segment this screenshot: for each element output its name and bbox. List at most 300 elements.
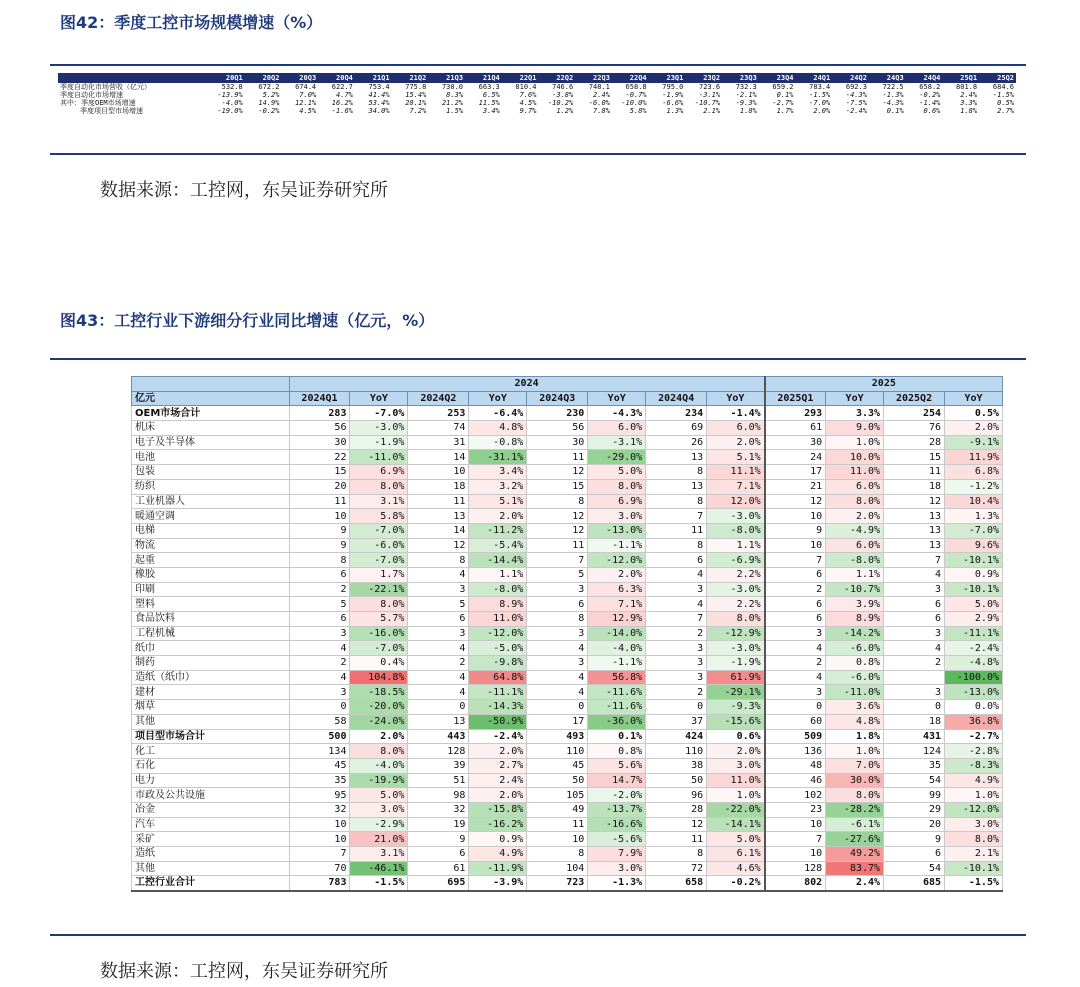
yoy-cell: 1.1% bbox=[826, 567, 884, 582]
table-cell: 41.4% bbox=[368, 91, 390, 99]
figure-43-title: 图43：工控行业下游细分行业同比增速（亿元，%） bbox=[60, 311, 435, 330]
value-cell: 12 bbox=[527, 523, 588, 538]
yoy-cell: -29.0% bbox=[588, 450, 646, 465]
value-cell: 29 bbox=[884, 802, 945, 817]
table-cell: 7.0% bbox=[299, 91, 317, 99]
table-row bbox=[132, 773, 1003, 788]
table-cell: -0.2% bbox=[258, 107, 280, 115]
table-cell: 6.5% bbox=[482, 91, 500, 99]
value-cell: 74 bbox=[408, 421, 469, 436]
table-cell: -1.5% bbox=[809, 91, 831, 99]
value-cell: 20 bbox=[289, 479, 350, 494]
yoy-cell: -1.5% bbox=[350, 876, 408, 891]
table-row bbox=[132, 523, 1003, 538]
value-cell: 72 bbox=[646, 861, 707, 876]
yoy-cell: 8.0% bbox=[350, 597, 408, 612]
value-cell: 4 bbox=[884, 567, 945, 582]
yoy-cell: 0.0% bbox=[945, 700, 1003, 715]
table-row bbox=[132, 670, 1003, 685]
yoy-cell: -10.7% bbox=[826, 582, 884, 597]
table-cell: 5.2% bbox=[262, 91, 280, 99]
yoy-cell: 9.6% bbox=[945, 538, 1003, 553]
yoy-cell: 30.0% bbox=[826, 773, 884, 788]
column-header: 2024Q4 bbox=[646, 391, 707, 406]
table-row bbox=[132, 494, 1003, 509]
value-cell: 3 bbox=[765, 626, 826, 641]
value-cell: 12 bbox=[646, 817, 707, 832]
column-header: 2025Q2 bbox=[884, 391, 945, 406]
yoy-cell: 5.0% bbox=[707, 832, 765, 847]
table-cell: 0.1% bbox=[886, 107, 904, 115]
yoy-cell: -16.2% bbox=[469, 817, 527, 832]
yoy-cell: 83.7% bbox=[826, 861, 884, 876]
value-cell: 6 bbox=[289, 612, 350, 627]
value-cell: 99 bbox=[884, 788, 945, 803]
value-cell: 31 bbox=[408, 435, 469, 450]
table-cell: 810.4 bbox=[515, 83, 537, 91]
value-cell: 4 bbox=[289, 641, 350, 656]
yoy-cell: -12.0% bbox=[469, 626, 527, 641]
yoy-cell: 2.0% bbox=[826, 509, 884, 524]
value-cell: 21 bbox=[765, 479, 826, 494]
quarter-header: 22Q4 bbox=[612, 73, 649, 83]
year-2025-header: 2025 bbox=[765, 377, 1003, 392]
yoy-cell: -8.3% bbox=[945, 758, 1003, 773]
value-cell: 18 bbox=[884, 479, 945, 494]
value-cell: 102 bbox=[765, 788, 826, 803]
value-cell: 2 bbox=[765, 656, 826, 671]
value-cell: 12 bbox=[527, 465, 588, 480]
value-cell: 46 bbox=[765, 773, 826, 788]
yoy-cell: -4.3% bbox=[588, 406, 646, 421]
figure-43-top-rule bbox=[50, 358, 1026, 360]
table-cell: 9.7% bbox=[519, 107, 537, 115]
figure-43-bottom-rule bbox=[50, 934, 1026, 936]
quarter-header: 20Q4 bbox=[318, 73, 355, 83]
yoy-cell: 6.0% bbox=[826, 479, 884, 494]
figure-42-bottom-rule bbox=[50, 153, 1026, 155]
row-label: 工控行业合计 bbox=[132, 876, 290, 891]
value-cell: 104 bbox=[527, 861, 588, 876]
value-cell: 500 bbox=[289, 729, 350, 744]
value-cell: 4 bbox=[527, 685, 588, 700]
yoy-cell: 2.7% bbox=[469, 758, 527, 773]
value-cell: 15 bbox=[289, 465, 350, 480]
value-cell: 3 bbox=[408, 626, 469, 641]
yoy-cell: -2.4% bbox=[945, 641, 1003, 656]
yoy-cell: -14.0% bbox=[588, 626, 646, 641]
yoy-cell: 6.8% bbox=[945, 465, 1003, 480]
yoy-cell: 1.0% bbox=[945, 788, 1003, 803]
yoy-cell: -6.4% bbox=[469, 406, 527, 421]
yoy-cell: 3.4% bbox=[469, 465, 527, 480]
value-cell: 802 bbox=[765, 876, 826, 891]
value-cell: 50 bbox=[527, 773, 588, 788]
value-cell: 20 bbox=[884, 817, 945, 832]
yoy-cell: -12.0% bbox=[945, 802, 1003, 817]
row-label: 起重 bbox=[132, 553, 290, 568]
yoy-cell: -22.1% bbox=[350, 582, 408, 597]
row-label: 电力 bbox=[132, 773, 290, 788]
value-cell: 110 bbox=[646, 744, 707, 759]
value-cell: 39 bbox=[408, 758, 469, 773]
yoy-cell: -3.9% bbox=[469, 876, 527, 891]
value-cell: 7 bbox=[765, 553, 826, 568]
value-cell: 3 bbox=[646, 582, 707, 597]
yoy-cell: 1.3% bbox=[945, 509, 1003, 524]
yoy-cell: 0.4% bbox=[350, 656, 408, 671]
value-cell: 0 bbox=[527, 700, 588, 715]
value-cell: 12 bbox=[765, 494, 826, 509]
yoy-cell: -28.2% bbox=[826, 802, 884, 817]
value-cell: 45 bbox=[527, 758, 588, 773]
yoy-cell: 2.0% bbox=[945, 421, 1003, 436]
quarter-header: 23Q4 bbox=[759, 73, 796, 83]
value-cell: 58 bbox=[289, 714, 350, 729]
table-cell: -10.7% bbox=[694, 99, 721, 107]
quarter-header: 24Q4 bbox=[906, 73, 943, 83]
value-cell: 15 bbox=[527, 479, 588, 494]
table-cell: 692.3 bbox=[845, 83, 867, 91]
value-cell: 124 bbox=[884, 744, 945, 759]
yoy-cell: -7.0% bbox=[350, 641, 408, 656]
figure-42-title: 图42：季度工控市场规模增速（%） bbox=[60, 13, 323, 32]
value-cell: 7 bbox=[646, 612, 707, 627]
row-label: 造纸（纸巾） bbox=[132, 670, 290, 685]
row-label: 包装 bbox=[132, 465, 290, 480]
value-cell: 17 bbox=[765, 465, 826, 480]
value-cell: 30 bbox=[765, 435, 826, 450]
yoy-cell: -9.8% bbox=[469, 656, 527, 671]
yoy-cell: -16.6% bbox=[588, 817, 646, 832]
yoy-cell: 2.0% bbox=[707, 435, 765, 450]
table-cell: 663.3 bbox=[478, 83, 500, 91]
value-cell: 509 bbox=[765, 729, 826, 744]
value-cell: 32 bbox=[408, 802, 469, 817]
table-cell: 28.1% bbox=[405, 99, 427, 107]
yoy-cell: 3.0% bbox=[945, 817, 1003, 832]
yoy-cell: 5.1% bbox=[707, 450, 765, 465]
table-row bbox=[132, 788, 1003, 803]
yoy-cell: -36.0% bbox=[588, 714, 646, 729]
row-label: 建材 bbox=[132, 685, 290, 700]
figure-43-table bbox=[131, 376, 1003, 892]
value-cell: 24 bbox=[765, 450, 826, 465]
table-row bbox=[132, 509, 1003, 524]
yoy-cell: 8.9% bbox=[469, 597, 527, 612]
quarter-header: 24Q3 bbox=[869, 73, 906, 83]
quarter-header: 22Q2 bbox=[538, 73, 575, 83]
table-cell: 722.5 bbox=[882, 83, 904, 91]
value-cell: 10 bbox=[289, 832, 350, 847]
value-cell: 4 bbox=[765, 641, 826, 656]
row-label: 暖通空调 bbox=[132, 509, 290, 524]
table-row bbox=[132, 406, 1003, 421]
yoy-cell: 1.1% bbox=[469, 567, 527, 582]
table-cell: 4.7% bbox=[336, 91, 353, 99]
value-cell: 95 bbox=[289, 788, 350, 803]
yoy-cell: 10.0% bbox=[826, 450, 884, 465]
value-cell: 6 bbox=[765, 612, 826, 627]
table-cell: -6.0% bbox=[588, 99, 610, 107]
value-cell: 13 bbox=[646, 479, 707, 494]
value-cell: 3 bbox=[884, 582, 945, 597]
value-cell: 8 bbox=[289, 553, 350, 568]
table-cell: -7.0% bbox=[809, 99, 831, 107]
yoy-cell: -0.2% bbox=[707, 876, 765, 891]
value-cell: 11 bbox=[884, 465, 945, 480]
value-cell: 10 bbox=[765, 847, 826, 862]
row-label: 其中：季度OEM市场增速 bbox=[60, 99, 136, 107]
row-label: 食品饮料 bbox=[132, 612, 290, 627]
quarter-header: 21Q1 bbox=[355, 73, 392, 83]
table-cell: -10.0% bbox=[621, 99, 647, 107]
row-label: 其他 bbox=[132, 714, 290, 729]
value-cell: 8 bbox=[408, 553, 469, 568]
quarter-header: 20Q1 bbox=[208, 73, 245, 83]
yoy-cell: 8.0% bbox=[826, 788, 884, 803]
table-row bbox=[132, 421, 1003, 436]
table-row bbox=[132, 876, 1003, 891]
table-row bbox=[132, 832, 1003, 847]
value-cell: 283 bbox=[289, 406, 350, 421]
yoy-cell: -1.2% bbox=[945, 479, 1003, 494]
value-cell: 230 bbox=[527, 406, 588, 421]
yoy-cell: 4.8% bbox=[469, 421, 527, 436]
table-cell: 622.7 bbox=[331, 83, 353, 91]
table-cell: 0.6% bbox=[923, 107, 941, 115]
quarter-header: 23Q3 bbox=[722, 73, 759, 83]
value-cell: 12 bbox=[408, 538, 469, 553]
value-cell: 0 bbox=[289, 700, 350, 715]
yoy-cell: -1.5% bbox=[945, 876, 1003, 891]
row-label: 印刷 bbox=[132, 582, 290, 597]
value-cell: 38 bbox=[646, 758, 707, 773]
value-cell: 7 bbox=[884, 553, 945, 568]
table-cell: 1.5% bbox=[446, 107, 464, 115]
yoy-cell: 2.1% bbox=[945, 847, 1003, 862]
yoy-cell: 11.1% bbox=[707, 465, 765, 480]
value-cell: 69 bbox=[646, 421, 707, 436]
table-row bbox=[132, 538, 1003, 553]
yoy-cell: 104.8% bbox=[350, 670, 408, 685]
yoy-cell: 3.0% bbox=[707, 758, 765, 773]
value-cell: 254 bbox=[884, 406, 945, 421]
yoy-cell: 7.0% bbox=[826, 758, 884, 773]
yoy-cell: 3.9% bbox=[826, 597, 884, 612]
table-cell: 14.9% bbox=[258, 99, 280, 107]
table-row bbox=[58, 107, 1016, 115]
column-header: YoY bbox=[350, 391, 408, 406]
yoy-cell: -11.0% bbox=[350, 450, 408, 465]
figure-42-source: 数据来源：工控网，东吴证券研究所 bbox=[100, 180, 388, 201]
value-cell: 11 bbox=[289, 494, 350, 509]
table-cell: 16.2% bbox=[331, 99, 353, 107]
quarter-header: 25Q1 bbox=[942, 73, 979, 83]
table-row bbox=[132, 758, 1003, 773]
yoy-cell: 8.0% bbox=[707, 612, 765, 627]
quarter-header: 20Q2 bbox=[245, 73, 282, 83]
table-cell: -0.2% bbox=[919, 91, 941, 99]
column-header: YoY bbox=[588, 391, 646, 406]
table-cell: -4.0% bbox=[221, 99, 243, 107]
yoy-cell: 5.0% bbox=[588, 465, 646, 480]
value-cell: 51 bbox=[408, 773, 469, 788]
table-row bbox=[132, 817, 1003, 832]
table-cell: 795.0 bbox=[662, 83, 684, 91]
row-label: 采矿 bbox=[132, 832, 290, 847]
quarter-header: 21Q4 bbox=[465, 73, 502, 83]
row-label: 电池 bbox=[132, 450, 290, 465]
yoy-cell: 2.0% bbox=[469, 744, 527, 759]
value-cell: 7 bbox=[765, 832, 826, 847]
table-cell: -2.4% bbox=[845, 107, 867, 115]
value-cell: 6 bbox=[289, 567, 350, 582]
yoy-cell: -11.1% bbox=[945, 626, 1003, 641]
yoy-cell: -7.0% bbox=[350, 406, 408, 421]
yoy-cell: -22.0% bbox=[707, 802, 765, 817]
table-row bbox=[132, 626, 1003, 641]
value-cell: 6 bbox=[408, 612, 469, 627]
table-cell: 753.4 bbox=[368, 83, 390, 91]
value-cell: 10 bbox=[527, 832, 588, 847]
yoy-cell: 3.2% bbox=[469, 479, 527, 494]
yoy-cell: -10.1% bbox=[945, 861, 1003, 876]
table-cell: 748.1 bbox=[588, 83, 610, 91]
table-row bbox=[132, 685, 1003, 700]
table-row bbox=[132, 612, 1003, 627]
column-header: YoY bbox=[945, 391, 1003, 406]
value-cell: 15 bbox=[884, 450, 945, 465]
value-cell: 134 bbox=[289, 744, 350, 759]
figure-42-top-rule bbox=[50, 64, 1026, 66]
value-cell: 0 bbox=[884, 700, 945, 715]
table-row bbox=[132, 861, 1003, 876]
yoy-cell: 11.0% bbox=[826, 465, 884, 480]
yoy-cell: 2.2% bbox=[707, 567, 765, 582]
yoy-cell: -9.3% bbox=[707, 700, 765, 715]
yoy-cell: 5.8% bbox=[350, 509, 408, 524]
yoy-cell: -11.0% bbox=[826, 685, 884, 700]
quarter-header: 24Q1 bbox=[796, 73, 833, 83]
value-cell: 424 bbox=[646, 729, 707, 744]
value-cell: 6 bbox=[884, 612, 945, 627]
value-cell: 19 bbox=[408, 817, 469, 832]
yoy-cell: 7.9% bbox=[588, 847, 646, 862]
yoy-cell: -4.9% bbox=[826, 523, 884, 538]
quarter-header: 21Q2 bbox=[392, 73, 429, 83]
value-cell: 13 bbox=[884, 538, 945, 553]
table-cell: 2.7% bbox=[997, 107, 1014, 115]
value-cell: 0 bbox=[646, 700, 707, 715]
yoy-cell: -20.0% bbox=[350, 700, 408, 715]
table-cell: 2.0% bbox=[813, 107, 831, 115]
yoy-cell: -24.0% bbox=[350, 714, 408, 729]
value-cell: 3 bbox=[408, 582, 469, 597]
table-cell: 723.6 bbox=[698, 83, 721, 91]
value-cell: 4 bbox=[527, 670, 588, 685]
value-cell: 11 bbox=[527, 817, 588, 832]
value-cell: 14 bbox=[408, 450, 469, 465]
yoy-cell: 8.9% bbox=[826, 612, 884, 627]
yoy-cell: -11.2% bbox=[469, 523, 527, 538]
row-label: 电梯 bbox=[132, 523, 290, 538]
table-cell: -19.0% bbox=[217, 107, 243, 115]
value-cell: 10 bbox=[765, 817, 826, 832]
yoy-cell: 1.0% bbox=[707, 788, 765, 803]
table-cell: -0.7% bbox=[625, 91, 647, 99]
value-cell: 4 bbox=[408, 567, 469, 582]
yoy-cell: 2.0% bbox=[469, 788, 527, 803]
value-cell: 8 bbox=[527, 847, 588, 862]
value-cell: 9 bbox=[289, 538, 350, 553]
value-cell: 70 bbox=[289, 861, 350, 876]
table-cell: 1.2% bbox=[556, 107, 574, 115]
value-cell: 49 bbox=[527, 802, 588, 817]
table-cell: 7.6% bbox=[519, 91, 537, 99]
value-cell: 443 bbox=[408, 729, 469, 744]
table-row bbox=[58, 99, 1016, 107]
header-blank bbox=[132, 377, 290, 392]
row-label: 物流 bbox=[132, 538, 290, 553]
yoy-cell: 7.1% bbox=[707, 479, 765, 494]
row-label: 电子及半导体 bbox=[132, 435, 290, 450]
column-header: 2024Q2 bbox=[408, 391, 469, 406]
table-row bbox=[132, 435, 1003, 450]
yoy-cell: -27.6% bbox=[826, 832, 884, 847]
yoy-cell: 0.6% bbox=[707, 729, 765, 744]
value-cell: 2 bbox=[884, 656, 945, 671]
table-row bbox=[132, 465, 1003, 480]
yoy-cell: 8.0% bbox=[350, 479, 408, 494]
value-cell bbox=[884, 670, 945, 685]
yoy-cell: -8.0% bbox=[469, 582, 527, 597]
value-cell: 7 bbox=[646, 509, 707, 524]
value-cell: 18 bbox=[408, 479, 469, 494]
table-row bbox=[132, 729, 1003, 744]
table-cell: 2.4% bbox=[593, 91, 610, 99]
table-cell: 53.4% bbox=[368, 99, 390, 107]
yoy-cell: -1.1% bbox=[588, 656, 646, 671]
yoy-cell: -13.7% bbox=[588, 802, 646, 817]
value-cell: 3 bbox=[884, 685, 945, 700]
yoy-cell: 0.5% bbox=[945, 406, 1003, 421]
yoy-cell: 8.0% bbox=[945, 832, 1003, 847]
table-row bbox=[132, 479, 1003, 494]
table-cell: -4.3% bbox=[882, 99, 904, 107]
yoy-cell: -14.1% bbox=[707, 817, 765, 832]
yoy-cell: -3.0% bbox=[707, 509, 765, 524]
row-label: 纸巾 bbox=[132, 641, 290, 656]
table-cell: 3.4% bbox=[482, 107, 500, 115]
value-cell: 32 bbox=[289, 802, 350, 817]
row-label: 石化 bbox=[132, 758, 290, 773]
yoy-cell: -8.0% bbox=[826, 553, 884, 568]
value-cell: 35 bbox=[289, 773, 350, 788]
quarter-header: 22Q3 bbox=[575, 73, 612, 83]
value-cell: 234 bbox=[646, 406, 707, 421]
yoy-cell: 6.1% bbox=[707, 847, 765, 862]
table-row bbox=[58, 83, 1016, 91]
value-cell: 4 bbox=[408, 641, 469, 656]
yoy-cell: 2.0% bbox=[588, 567, 646, 582]
year-2024-header: 2024 bbox=[289, 377, 765, 392]
yoy-cell: -7.0% bbox=[945, 523, 1003, 538]
table-cell: 730.0 bbox=[441, 83, 464, 91]
table-cell: -10.2% bbox=[547, 99, 574, 107]
row-label: 造纸 bbox=[132, 847, 290, 862]
value-cell: 28 bbox=[884, 435, 945, 450]
